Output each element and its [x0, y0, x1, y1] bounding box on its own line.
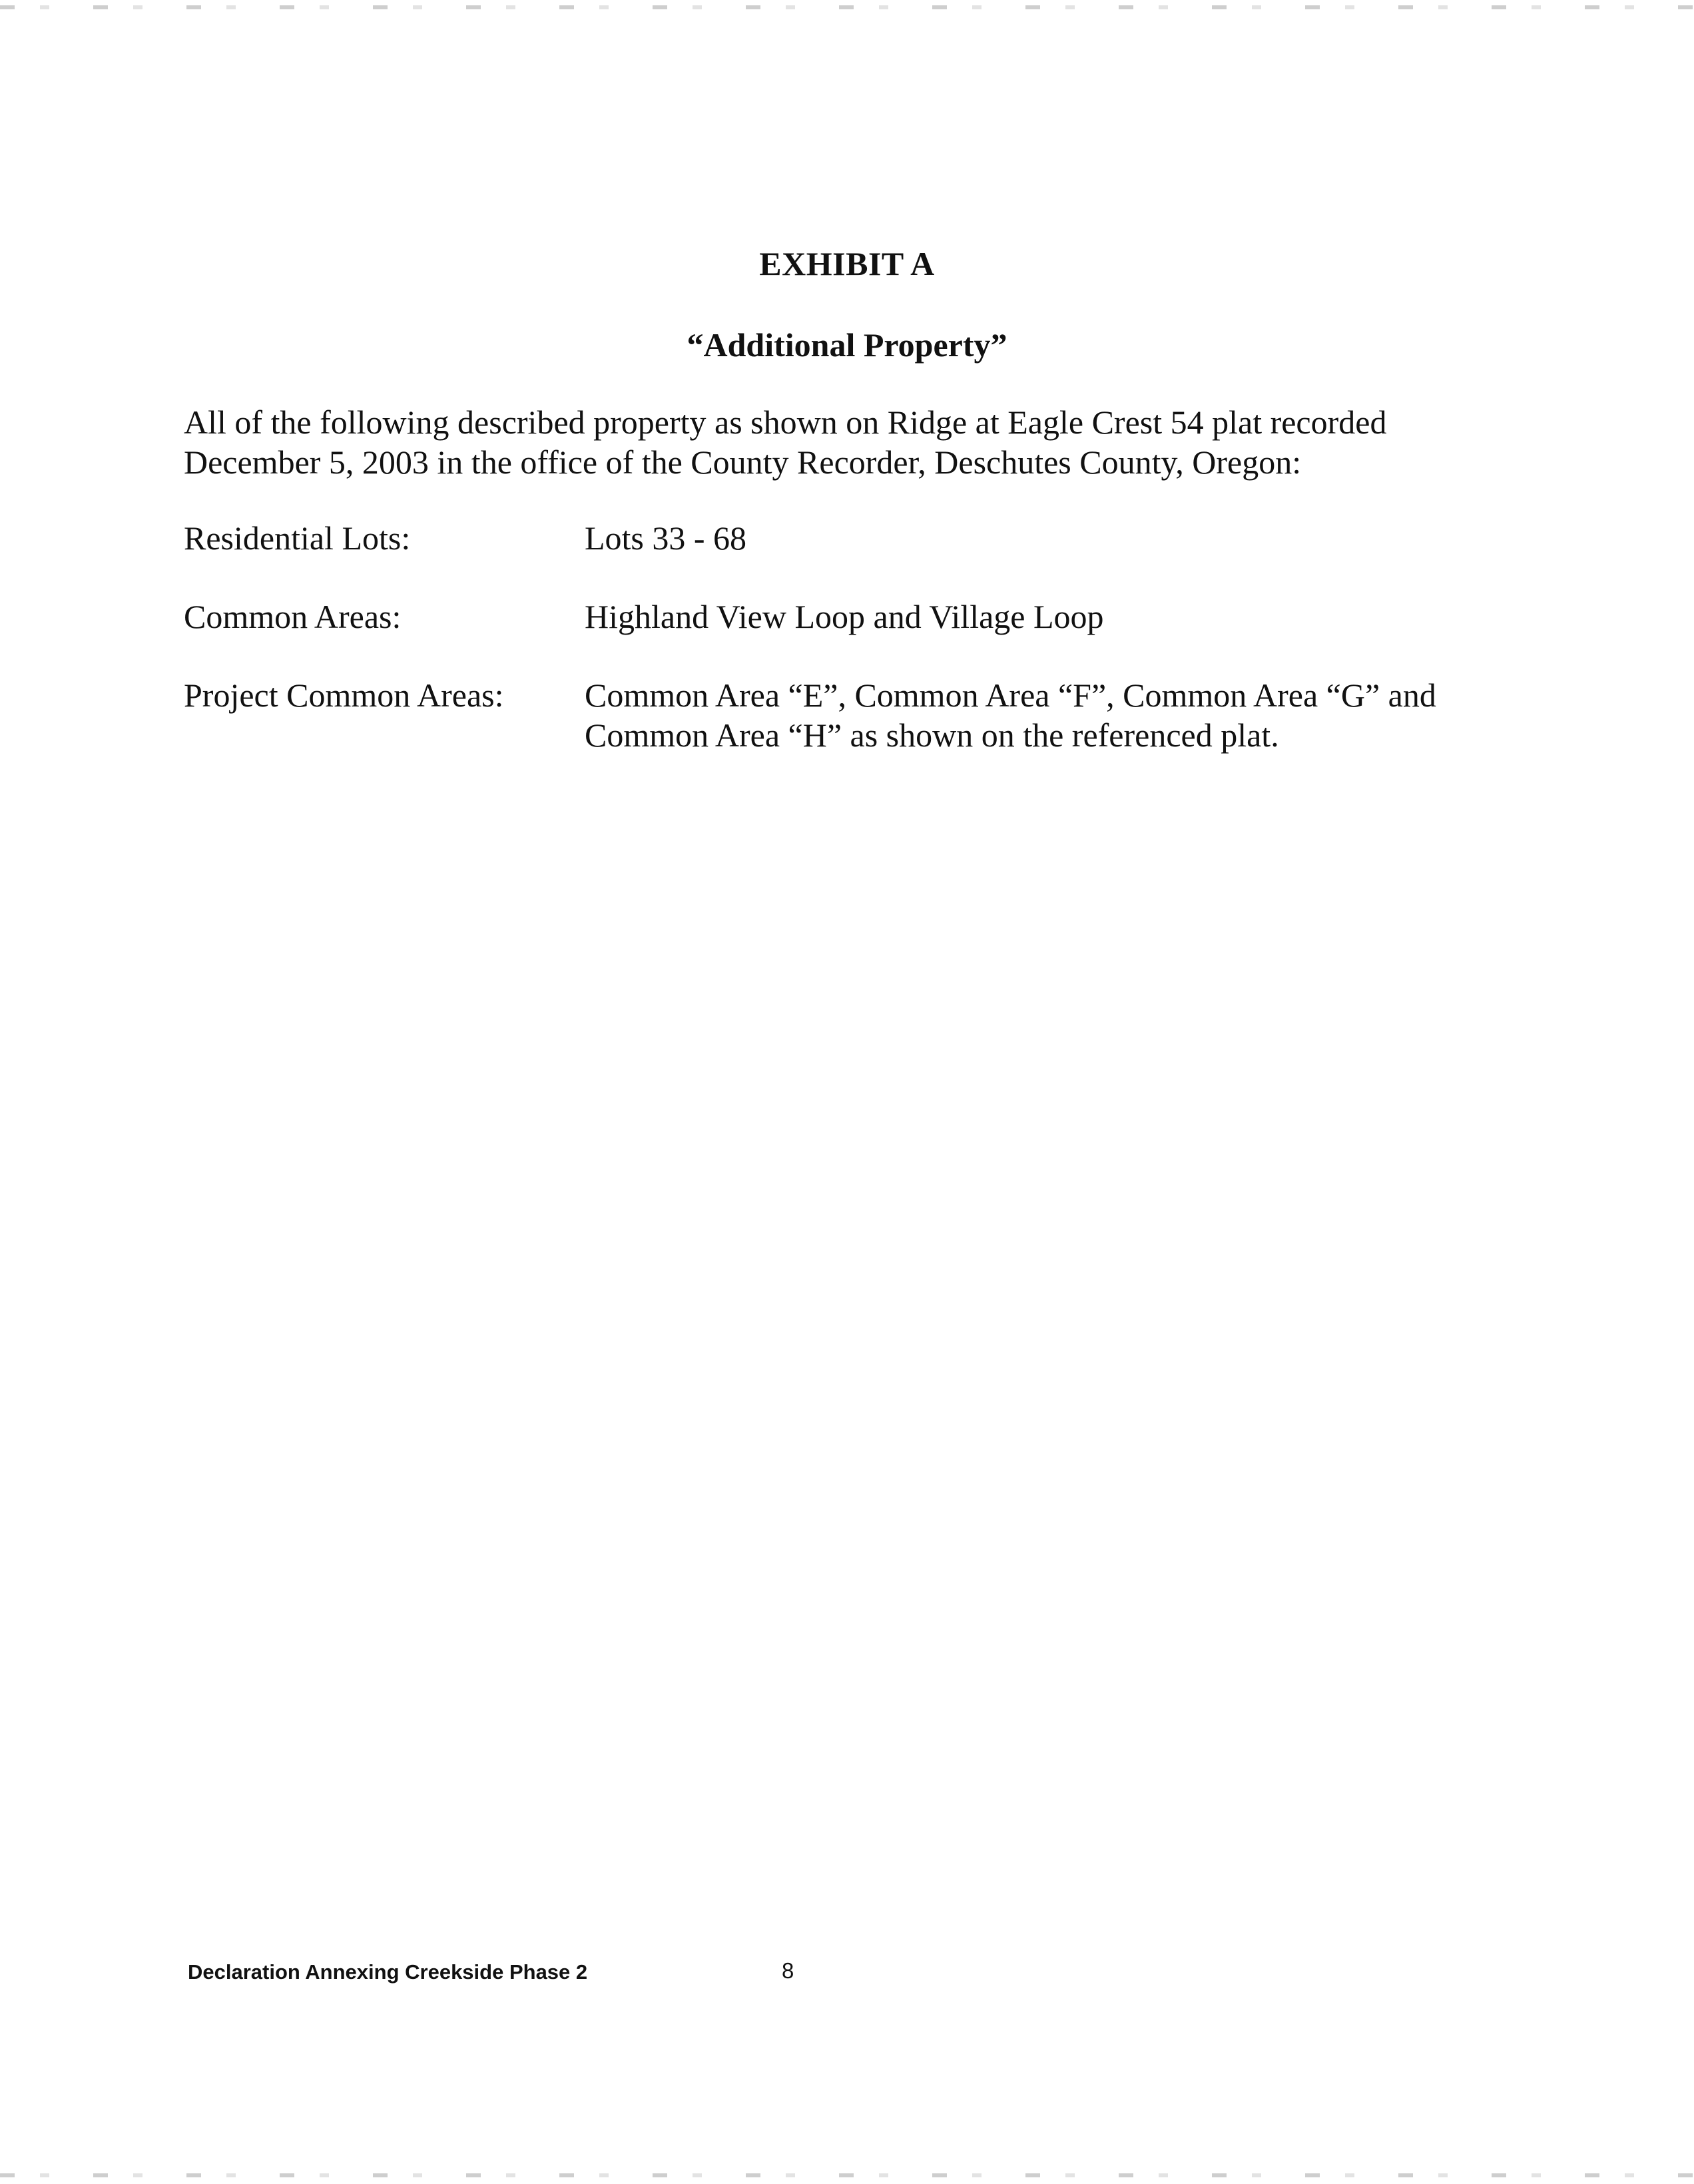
row-value: Lots 33 - 68	[585, 519, 747, 557]
intro-paragraph: All of the following described property as shown on Ridge at Eagle Crest 54 plat recorded December 5, 2003 in the office of the County Recorder, Deschutes County, Oregon:	[184, 404, 1387, 481]
row-label: Residential Lots:	[184, 519, 411, 557]
row-label: Common Areas:	[184, 598, 402, 635]
scan-artifact-top	[0, 5, 1694, 9]
row-value: Highland View Loop and Village Loop	[585, 598, 1104, 635]
row-value: Common Area “E”, Common Area “F”, Common Area “G” and Common Area “H” as shown on the referenced plat.	[585, 677, 1436, 754]
exhibit-subtitle: “Additional Property”	[687, 326, 1007, 364]
footer-document-name: Declaration Annexing Creekside Phase 2	[188, 1960, 588, 1984]
page-number: 8	[782, 1958, 794, 1983]
row-label: Project Common Areas:	[184, 677, 504, 714]
scan-artifact-bottom	[0, 2173, 1694, 2177]
exhibit-title: EXHIBIT A	[759, 245, 935, 282]
